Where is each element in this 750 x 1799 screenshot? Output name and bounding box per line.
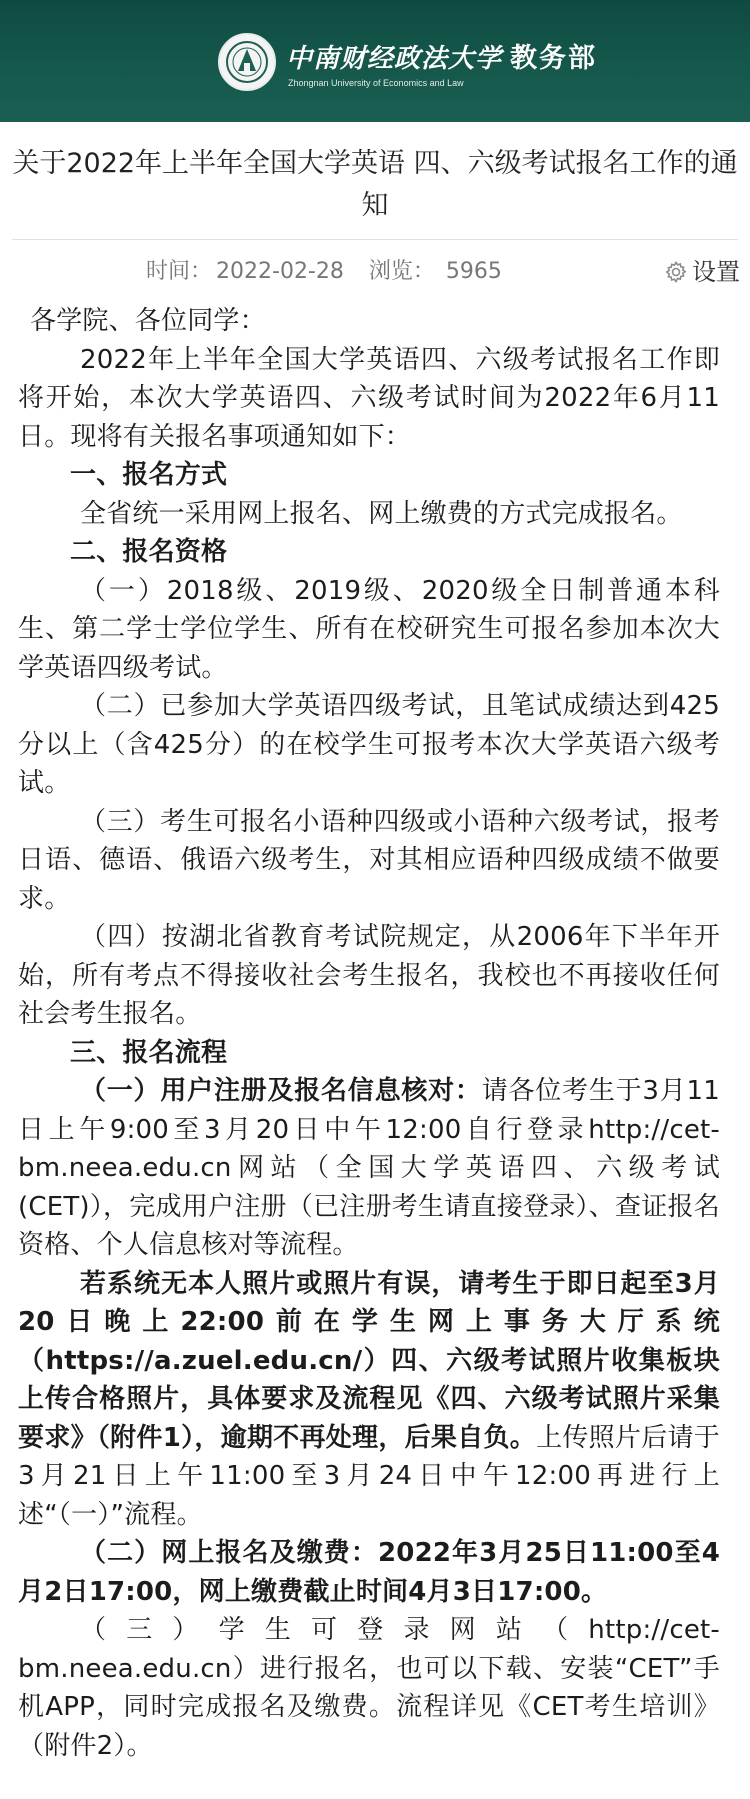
settings-label: 设置 <box>692 258 740 286</box>
intro-paragraph: 2022年上半年全国大学英语四、六级考试报名工作即将开始，本次大学英语四、六级考试时间为2022年6月11日。现将有关报名事项通知如下： <box>18 344 720 452</box>
title-divider <box>12 239 738 240</box>
process-step-1 <box>18 1072 720 1265</box>
section-heading-eligibility: 二、报名资格 <box>70 537 228 567</box>
photo-notice-text: 上传照片后请于3月21日上午11:00至3月24日中午12:00再进行上述“（一）”流程。 <box>18 1422 720 1530</box>
department-name: 教务部 <box>510 43 598 74</box>
process-step-2: （二）网上报名及缴费：2022年3月25日11:00至4月2日17:00，网上缴费截止时间4月3日17:00。 <box>18 1538 720 1607</box>
section-heading-method: 一、报名方式 <box>70 460 228 490</box>
settings-button[interactable] <box>664 254 740 290</box>
section-heading-process: 三、报名流程 <box>70 1037 228 1068</box>
university-seal-icon <box>218 33 276 91</box>
views-label: 浏览： <box>368 259 435 284</box>
greeting: 各学院、各位同学： <box>30 306 266 336</box>
gear-icon <box>664 260 688 284</box>
eligibility-item-3: （三）考生可报名小语种四级或小语种六级考试，报考日语、德语、俄语六级考生，对其相应语种四级成绩不做要求。 <box>18 806 720 914</box>
publish-time-value: 2022-02-28 <box>216 259 344 284</box>
eligibility-item-4: （四）按湖北省教育考试院规定，从2006年下半年开始，所有考点不得接收社会考生报名，我校也不再接收任何社会考生报名。 <box>18 922 720 1029</box>
article-meta <box>0 254 750 290</box>
process-step-1-title: （一）用户注册及报名信息核对： <box>80 1076 482 1106</box>
method-paragraph: 全省统一采用网上报名、网上缴费的方式完成报名。 <box>80 498 683 529</box>
article-body <box>18 302 720 1765</box>
university-name-en: Zhongnan University of Economics and Law <box>288 78 464 88</box>
eligibility-item-2: （二）已参加大学英语四级考试，且笔试成绩达到425分以上（含425分）的在校学生可报考本次大学英语六级考试。 <box>18 691 720 798</box>
views-count: 5965 <box>445 259 502 284</box>
site-header <box>0 0 750 122</box>
site-logo[interactable] <box>218 30 597 94</box>
university-name-cn: 中南财经政法大学 <box>286 44 503 74</box>
article-title: 关于2022年上半年全国大学英语 四、六级考试报名工作的通知 <box>12 148 738 221</box>
publish-time-label: 时间： <box>146 259 213 284</box>
eligibility-item-1: （一）2018级、2019级、2020级全日制普通本科生、第二学士学位学生、所有在校研究生可报名参加本次大学英语四级考试。 <box>18 575 720 683</box>
process-step-3: （三）学生可登录网站（http://cet-bm.neea.edu.cn）进行报名，也可以下载、安装“CET”手机APP，同时完成报名及缴费。流程详见《CET考生培训》（附件2）。 <box>18 1615 720 1761</box>
photo-notice <box>18 1265 720 1535</box>
photo-notice-bold: 若系统无本人照片或照片有误，请考生于即日起至3月20日晚上22:00前在学生网上事务大厅系统（https://a.zuel.edu.cn/）四、六级考试照片收集板块上传合格照片，具体要求及流程见《四、六级考试照片采集要求》（附件1），逾期不再处理，后果自负。 <box>18 1268 720 1453</box>
process-step-1-text: 请各位考生于3月11日上午9:00至3月20日中午12:00自行登录 <box>18 1076 720 1145</box>
process-step-1-text-cont: 网站（全国大学英语四、六级考试(CET)），完成用户注册（已注册考生请直接登录）、查证报名资格、个人信息核对等流程。 <box>18 1153 720 1260</box>
cet-registration-link[interactable]: http://cet-bm.neea.edu.cn <box>18 1114 720 1183</box>
